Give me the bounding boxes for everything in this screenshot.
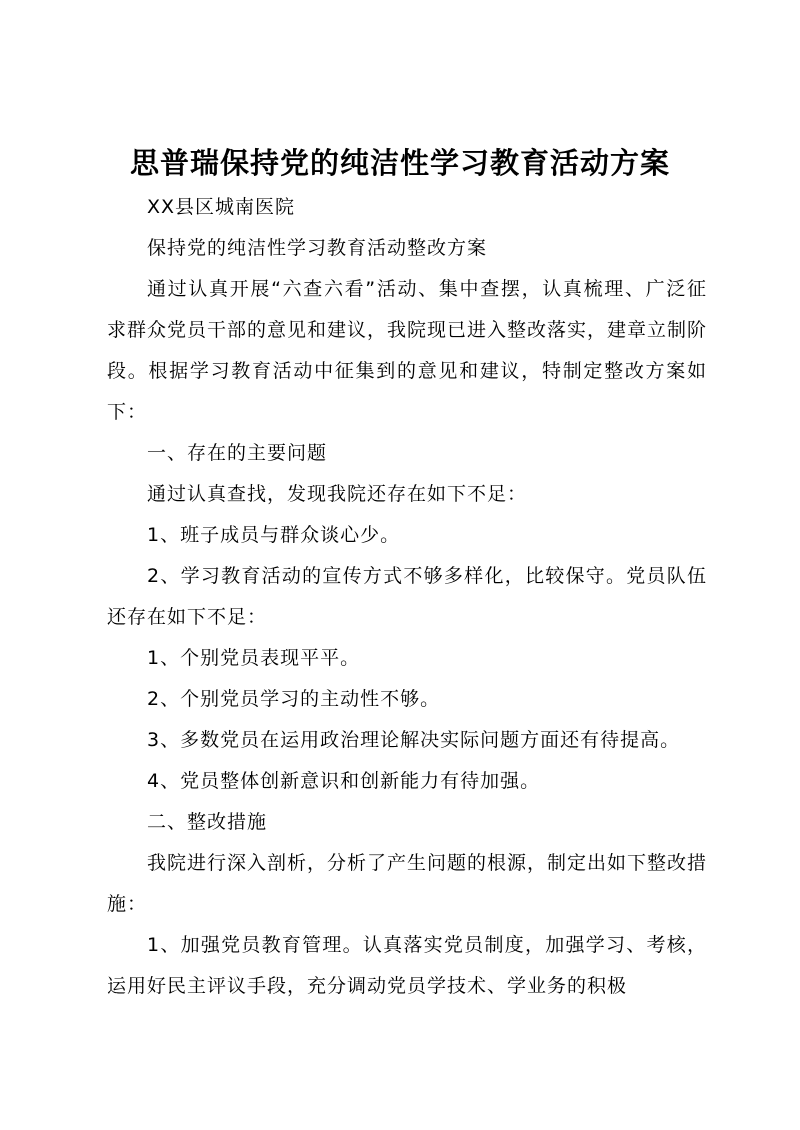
paragraph-measures-intro: 我院进行深入剖析，分析了产生问题的根源，制定出如下整改措施：: [107, 852, 708, 915]
list-item: 3、多数党员在运用政治理论解决实际问题方面还有待提高。: [147, 729, 681, 751]
list-item: 4、党员整体创新意识和创新能力有待加强。: [147, 770, 541, 792]
paragraph-hospital-name: XX县区城南医院: [147, 196, 296, 218]
section-heading-measures: 二、整改措施: [147, 811, 268, 833]
paragraph-findings: 通过认真查找，发现我院还存在如下不足：: [147, 483, 528, 505]
paragraph-subtitle: 保持党的纯洁性学习教育活动整改方案: [147, 237, 488, 259]
list-item: 1、加强党员教育管理。认真落实党员制度，加强学习、考核，运用好民主评议手段，充分调动党员学技术、学业务的积极: [107, 934, 707, 997]
list-item: 2、学习教育活动的宣传方式不够多样化，比较保守。党员队伍还存在如下不足：: [107, 565, 707, 628]
list-item: 2、个别党员学习的主动性不够。: [147, 688, 441, 710]
section-heading-problems: 一、存在的主要问题: [147, 442, 328, 464]
paragraph-intro: 通过认真开展“六查六看”活动、集中查摆，认真梳理、广泛征求群众党员干部的意见和建议，我院现已进入整改落实，建章立制阶段。根据学习教育活动中征集到的意见和建议，特制定整改方案如下：: [107, 278, 708, 423]
list-item: 1、个别党员表现平平。: [147, 647, 361, 669]
list-item: 1、班子成员与群众谈心少。: [147, 524, 401, 546]
document-body: [107, 187, 707, 1007]
document-title: 思普瑞保持党的纯洁性学习教育活动方案: [129, 146, 670, 180]
